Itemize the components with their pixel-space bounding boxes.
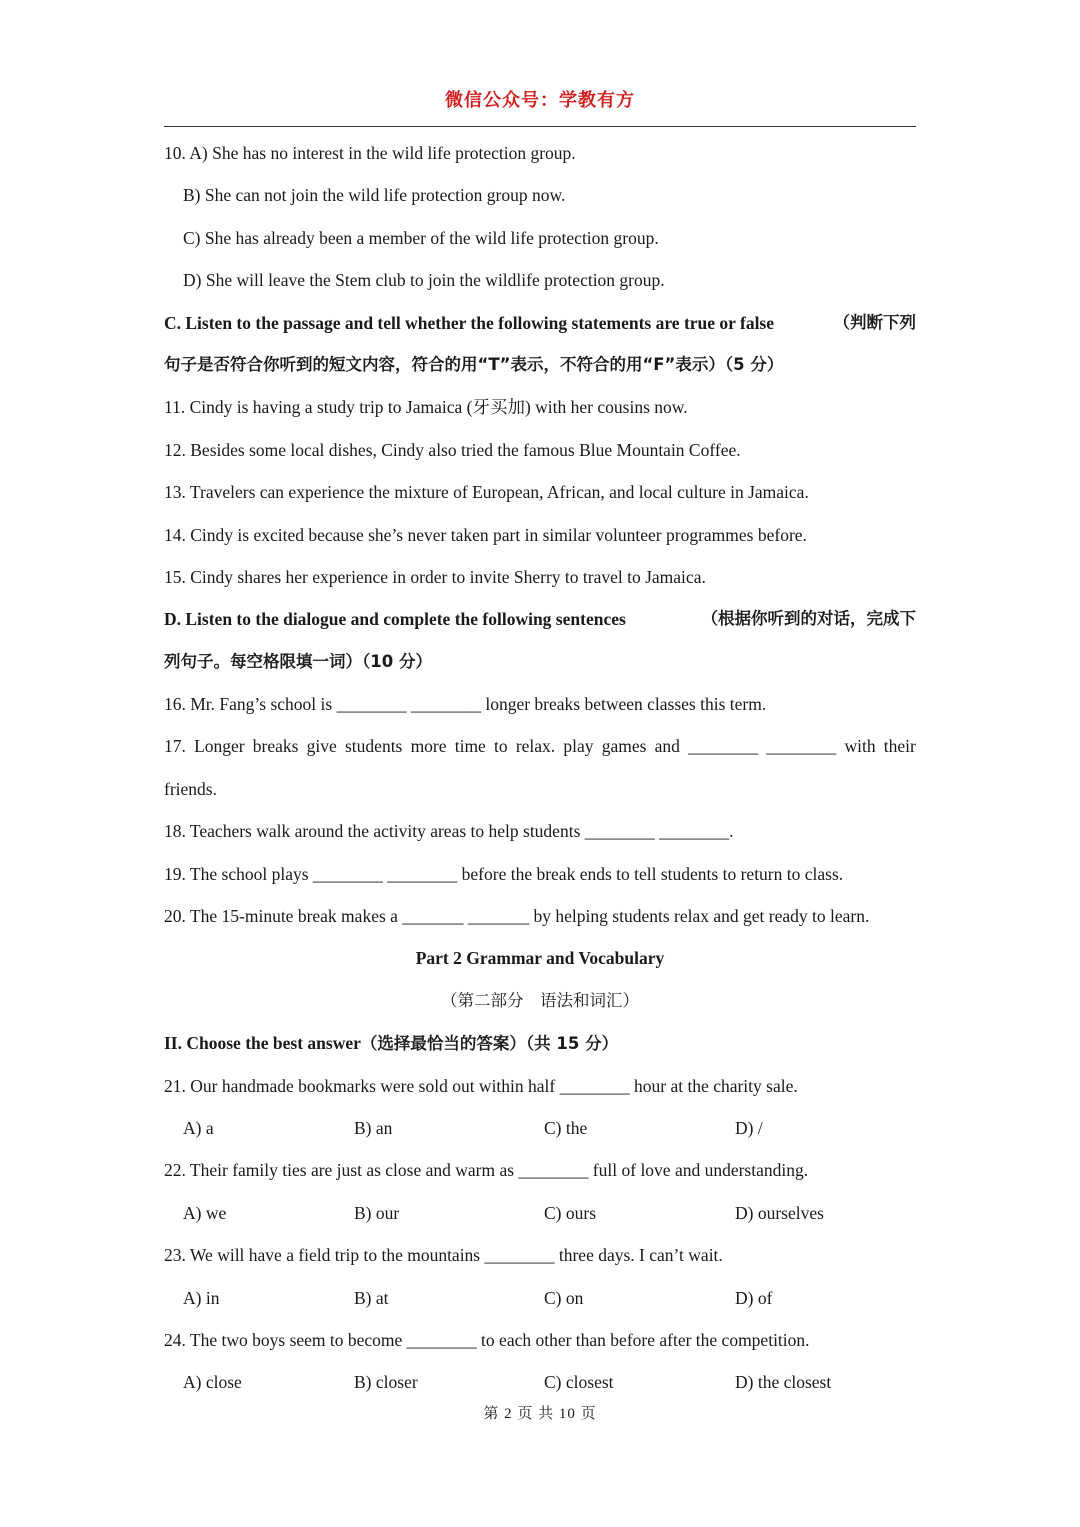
section-d-heading bbox=[164, 598, 916, 640]
q21-option-c: C) the bbox=[544, 1117, 588, 1138]
q24-option-b: B) closer bbox=[354, 1372, 418, 1393]
section-d-title-cn2: 列句子。每空格限填一词）（10 分） bbox=[164, 651, 432, 671]
q17-word: time bbox=[454, 736, 486, 757]
q22-option-d: D) ourselves bbox=[735, 1202, 824, 1223]
header-divider bbox=[164, 126, 916, 127]
q17-word: more bbox=[410, 736, 447, 757]
q10-option-b: B) She can not join the wild life protection group now. bbox=[183, 185, 566, 206]
q12: 12. Besides some local dishes, Cindy also tried the famous Blue Mountain Coffee. bbox=[164, 439, 741, 460]
q17-blank: ________ bbox=[688, 736, 759, 757]
q24-option-d: D) the closest bbox=[735, 1372, 832, 1393]
q17-word: games bbox=[601, 736, 647, 757]
q17-word: breaks bbox=[252, 736, 299, 757]
q17-word: 17. bbox=[164, 736, 186, 757]
q17-line2: friends. bbox=[164, 778, 217, 799]
section-ii-heading bbox=[164, 1022, 916, 1064]
q17-word: play bbox=[563, 736, 594, 757]
q17-word: their bbox=[883, 736, 916, 757]
q21-options bbox=[164, 1107, 916, 1149]
q23-option-d: D) of bbox=[735, 1287, 773, 1308]
q21-option-a: A) a bbox=[183, 1117, 214, 1138]
part2-subtitle: （第二部分 语法和词汇） bbox=[441, 990, 639, 1010]
q10-option-a: 10. A) She has no interest in the wild life protection group. bbox=[164, 143, 576, 163]
q21-option-b: B) an bbox=[354, 1117, 393, 1138]
section-d-title-cn1: （根据你听到的对话，完成下 bbox=[701, 609, 916, 629]
q10-option-c: C) She has already been a member of the wild life protection group. bbox=[183, 227, 659, 248]
section-ii-title-en: II. Choose the best answer bbox=[164, 1033, 361, 1054]
q19: 19. The school plays ________ ________ before the break ends to tell students to return to class. bbox=[164, 863, 844, 884]
q21-stem: 21. Our handmade bookmarks were sold out within half ________ hour at the charity sale. bbox=[164, 1075, 798, 1096]
q13: 13. Travelers can experience the mixture of European, African, and local culture in Jamaica. bbox=[164, 482, 809, 503]
q21-option-d: D) / bbox=[735, 1117, 763, 1138]
q17-word: relax. bbox=[515, 736, 556, 757]
q15: 15. Cindy shares her experience in order to invite Sherry to travel to Jamaica. bbox=[164, 566, 706, 587]
q22-option-c: C) ours bbox=[544, 1202, 597, 1223]
q17-word: give bbox=[306, 736, 337, 757]
section-c-title-cn1: （判断下列 bbox=[833, 312, 916, 332]
q24-stem: 24. The two boys seem to become ________ to each other than before after the competition. bbox=[164, 1329, 810, 1350]
q24-option-c: C) closest bbox=[544, 1372, 614, 1393]
q17-word: to bbox=[494, 736, 508, 757]
section-c-heading bbox=[164, 302, 916, 344]
q20: 20. The 15-minute break makes a _______ _______ by helping students relax and get ready to learn. bbox=[164, 906, 870, 927]
q16: 16. Mr. Fang’s school is ________ ________ longer breaks between classes this term. bbox=[164, 694, 767, 715]
q17-word: and bbox=[654, 736, 680, 757]
q24-options bbox=[164, 1361, 916, 1403]
q22-option-b: B) our bbox=[354, 1202, 400, 1223]
q17-word: Longer bbox=[194, 736, 245, 757]
q17-word: students bbox=[345, 736, 403, 757]
q22-stem: 22. Their family ties are just as close and warm as ________ full of love and understanding. bbox=[164, 1160, 809, 1181]
q23-stem: 23. We will have a field trip to the mountains ________ three days. I can’t wait. bbox=[164, 1245, 723, 1266]
q23-options bbox=[164, 1277, 916, 1319]
section-c-title-en: C. Listen to the passage and tell whether the following statements are true or false bbox=[164, 312, 775, 333]
section-ii-title-cn: （选择最恰当的答案）（共 15 分） bbox=[360, 1034, 619, 1054]
q23-option-a: A) in bbox=[183, 1287, 220, 1308]
q23-option-c: C) on bbox=[544, 1287, 584, 1308]
q23-option-b: B) at bbox=[354, 1287, 389, 1308]
q17-word: with bbox=[844, 736, 876, 757]
q18: 18. Teachers walk around the activity areas to help students ________ ________. bbox=[164, 821, 734, 842]
page-content bbox=[164, 132, 916, 1404]
q10-option-d: D) She will leave the Stem club to join the wildlife protection group. bbox=[183, 270, 665, 291]
page-number-footer: 第 2 页 共 10 页 bbox=[483, 1406, 597, 1422]
q14: 14. Cindy is excited because she’s never taken part in similar volunteer programmes before. bbox=[164, 524, 807, 545]
header-title: 微信公众号：学教有方 bbox=[445, 90, 635, 111]
q17-line1 bbox=[164, 725, 916, 767]
q24-option-a: A) close bbox=[183, 1372, 242, 1393]
q22-option-a: A) we bbox=[183, 1202, 227, 1223]
section-c-title-cn2: 句子是否符合你听到的短文内容，符合的用“T”表示，不符合的用“F”表示）（5 分） bbox=[164, 354, 784, 374]
q11: 11. Cindy is having a study trip to Jamaica (牙买加) with her cousins now. bbox=[164, 397, 688, 418]
q22-options bbox=[164, 1192, 916, 1234]
part2-title: Part 2 Grammar and Vocabulary bbox=[415, 948, 665, 969]
q17-blank: ________ bbox=[766, 736, 837, 757]
section-d-title-en: D. Listen to the dialogue and complete the following sentences bbox=[164, 609, 626, 630]
